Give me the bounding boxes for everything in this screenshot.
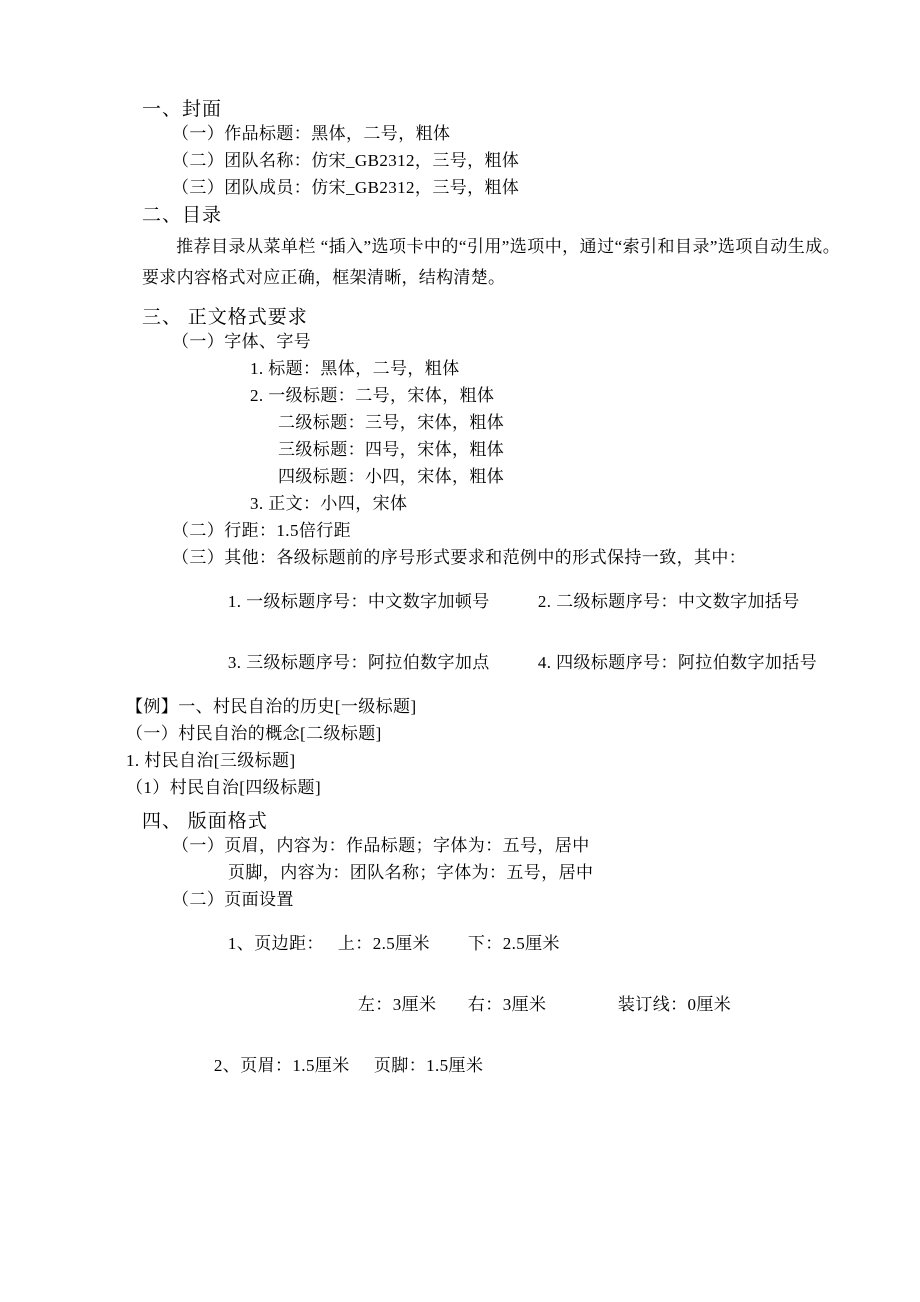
section-heading-body-format: 三、 正文格式要求: [142, 306, 308, 328]
layout-header-line: （一）页眉，内容为：作品标题；字体为：五号，居中: [172, 835, 590, 855]
numbering-row-2: [100, 637, 840, 688]
body-format-sub-2: （二）行距：1.5倍行距: [172, 520, 352, 540]
layout-footer-line: 页脚，内容为：团队名称；字体为：五号，居中: [228, 862, 594, 882]
margins-row-2-gutter: 装订线：0厘米: [617, 994, 732, 1014]
font-item-1: 1. 标题：黑体，二号，粗体: [250, 358, 460, 378]
numbering-row-1-left: 1. 一级标题序号：中文数字加顿号: [227, 591, 490, 611]
body-format-sub-3: （三）其他：各级标题前的序号形式要求和范例中的形式保持一致，其中：: [172, 547, 747, 567]
example-line-4: （1）村民自治[四级标题]: [126, 777, 322, 797]
toc-paragraph-line-2: 动生成。要求内容格式对应正确，框架清晰，结构清楚。: [142, 237, 841, 288]
margins-row-1-bottom: 下：2.5厘米: [467, 933, 560, 953]
header-footer-row: [100, 1040, 840, 1091]
toc-paragraph: [100, 231, 840, 294]
example-line-2: （一）村民自治的概念[二级标题]: [126, 723, 382, 743]
section-heading-toc: 二、目录: [142, 205, 223, 226]
cover-item-2: （二）团队名称：仿宋_GB2312，三号，粗体: [172, 151, 520, 170]
font-item-3: 二级标题：三号，宋体，粗体: [278, 412, 505, 432]
page-setup-heading: （二）页面设置: [172, 889, 294, 909]
numbering-row-2-right: 4. 四级标题序号：阿拉伯数字加括号: [537, 652, 818, 672]
numbering-row-1-right: 2. 二级标题序号：中文数字加括号: [537, 591, 800, 611]
font-item-6: 3. 正文：小四，宋体: [250, 493, 408, 513]
header-footer-row-label: 2、页眉：1.5厘米: [213, 1055, 350, 1075]
cover-item-3: （三）团队成员：仿宋_GB2312，三号，粗体: [172, 178, 520, 197]
margins-row-2-left: 左：3厘米: [357, 994, 437, 1014]
font-item-5: 四级标题：小四，宋体，粗体: [278, 466, 505, 486]
section-heading-layout-format: 四、 版面格式: [142, 810, 268, 832]
toc-paragraph-line-1: 推荐目录从菜单栏 “插入”选项卡中的“引用”选项中，通过“索引和目录”选项自: [176, 237, 771, 256]
margins-row-2-right: 右：3厘米: [467, 994, 547, 1014]
font-item-4: 三级标题：四号，宋体，粗体: [278, 439, 505, 459]
header-footer-row-footer: 页脚：1.5厘米: [373, 1055, 484, 1075]
example-line-3: 1. 村民自治[三级标题]: [126, 750, 296, 770]
margins-row-1-top: 上：2.5厘米: [337, 933, 430, 953]
cover-item-1: （一）作品标题：黑体，二号，粗体: [172, 124, 451, 143]
font-item-2: 2. 一级标题：二号，宋体，粗体: [250, 385, 495, 405]
margins-row-1: [100, 918, 840, 969]
body-format-sub-1: （一）字体、字号: [172, 331, 312, 351]
numbering-row-2-left: 3. 三级标题序号：阿拉伯数字加点: [227, 652, 490, 672]
document-content: [100, 100, 840, 1101]
example-line-1: 【例】一、村民自治的历史[一级标题]: [126, 696, 417, 716]
margins-row-2: [100, 979, 840, 1030]
margins-row-1-label: 1、页边距：: [227, 933, 324, 953]
section-heading-cover: 一、封面: [142, 99, 223, 120]
numbering-row-1: [100, 576, 840, 627]
